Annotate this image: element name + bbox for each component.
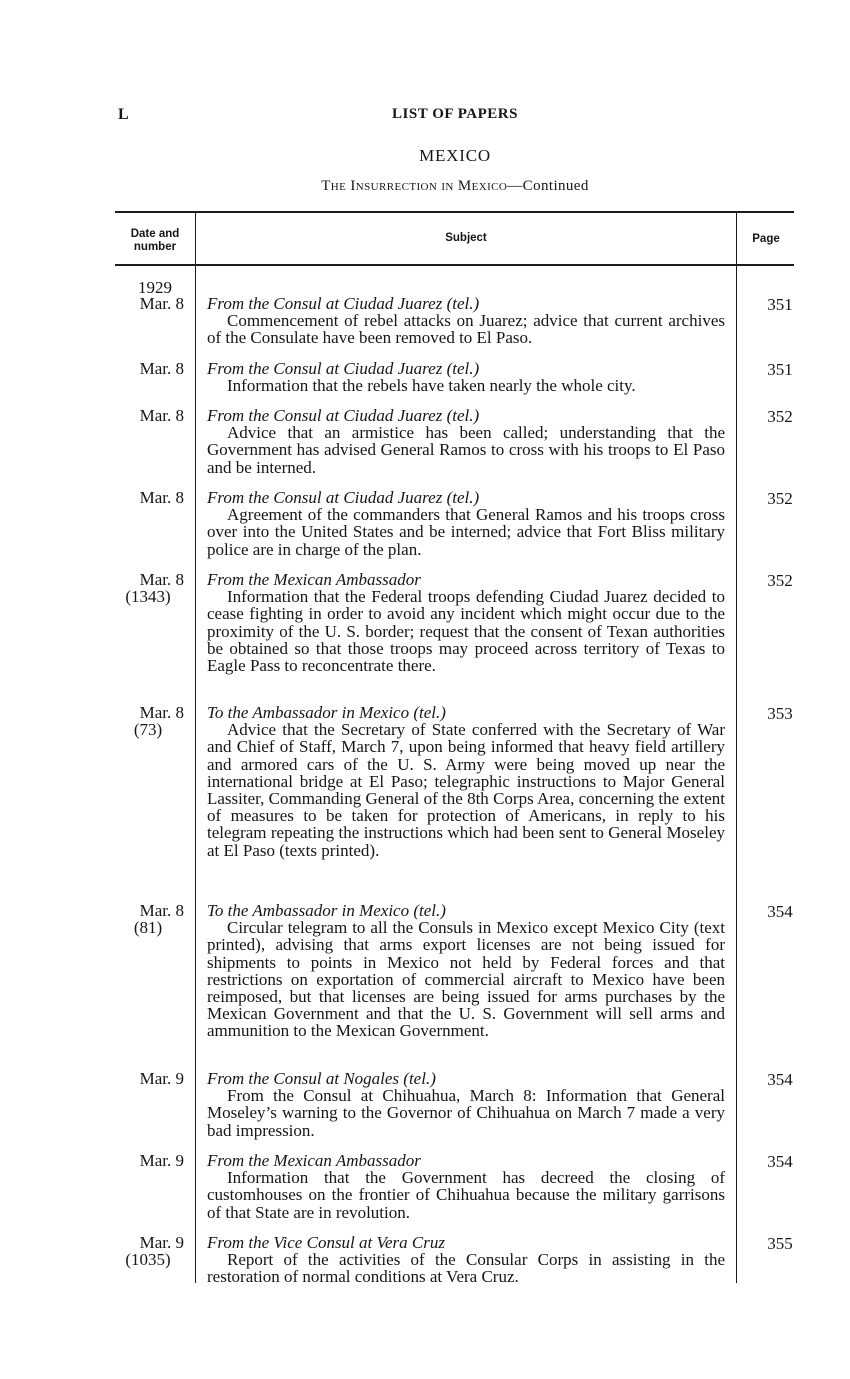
- entry-page-number: 354: [767, 1152, 793, 1171]
- column-header-page: [738, 233, 794, 246]
- entry-subject: [207, 489, 725, 558]
- entry-source: From the Mexican Ambassador: [207, 1151, 421, 1170]
- entry-page-number: 352: [767, 489, 793, 508]
- running-title: LIST OF PAPERS: [392, 106, 518, 122]
- entry-source: From the Mexican Ambassador: [207, 570, 421, 589]
- entry-source: To the Ambassador in Mexico (tel.): [207, 901, 446, 920]
- table-top-rule: [115, 211, 794, 213]
- entry-page-number: 354: [767, 1070, 793, 1089]
- column-header-subject-label: Subject: [445, 232, 487, 244]
- entry-description: Circular telegram to all the Consuls in Mexico except Mexico City (text printed), advising that arms export licenses are not being issued for shipments to points in Mexico not held by Federal forces and that restrictions on exportation of commercial aircraft to Mexico have been reimposed, but that licenses are being issued for arms purchases by the Mexican Government and that the U. S. Government will sell arms and ammunition to the Mexican Government.: [207, 918, 725, 1041]
- entry-source: From the Consul at Ciudad Juarez (tel.): [207, 359, 480, 378]
- entry-subject: [207, 407, 725, 476]
- entry-date: [100, 360, 184, 377]
- year-label: 1929: [138, 278, 172, 297]
- entry-date-text: Mar. 9: [139, 1151, 184, 1170]
- entry-date-text: Mar. 8: [139, 570, 184, 589]
- column-header-date: [117, 228, 193, 254]
- page-letter: L: [118, 106, 129, 123]
- entry-number: (73): [133, 720, 163, 739]
- entry-date: [100, 1070, 184, 1087]
- entry-description: Report of the activities of the Consular Corps in assisting in the restoration of normal conditions at Vera Cruz.: [207, 1250, 725, 1287]
- entry-subject: [207, 571, 725, 674]
- entry-source: From the Consul at Ciudad Juarez (tel.): [207, 294, 480, 313]
- entry-date: [100, 571, 184, 605]
- entry-date-text: Mar. 9: [139, 1069, 184, 1088]
- entry-date-text: Mar. 8: [139, 359, 184, 378]
- entry-page-number: 355: [767, 1234, 793, 1253]
- entry-date-text: Mar. 8: [139, 703, 184, 722]
- entry-page-number: 353: [767, 704, 793, 723]
- section-heading: [0, 178, 850, 195]
- entry-page-number: 351: [767, 295, 793, 314]
- entry-number: (81): [133, 918, 163, 937]
- entry-date: [100, 407, 184, 424]
- entry-page-number: 352: [767, 407, 793, 426]
- entry-description: Advice that the Secretary of State conferred with the Secretary of War and Chief of Staff, March 7, upon being informed that heavy field artillery and armored cars of the U. S. Army were being moved up near the international bridge at El Paso; telegraphic instructions to Major General Lassiter, Commanding General of the 8th Corps Area, concerning the extent of measures to be taken for protection of Americans, in reply to his telegram repeating the instructions which had been sent to General Moseley at El Paso (texts printed).: [207, 720, 725, 860]
- header-bottom-rule: [115, 264, 794, 266]
- page-column-divider: [736, 213, 737, 1283]
- entry-description: Information that the rebels have taken nearly the whole city.: [227, 376, 636, 396]
- section-continued: —Continued: [507, 178, 589, 194]
- entry-description: Information that the Federal troops defending Ciudad Juarez decided to cease fighting in order to avoid any incident which might occur due to the proximity of the U. S. border; request that the consent of Texan authorities be obtained so that those troops may proceed across territory of Texas to Eagle Pass to reconcentrate there.: [207, 587, 725, 676]
- entry-subject: [207, 360, 725, 394]
- entry-date: [100, 1152, 184, 1169]
- entry-page-number: 352: [767, 571, 793, 590]
- entry-source: To the Ambassador in Mexico (tel.): [207, 703, 446, 722]
- entry-description: Information that the Government has decreed the closing of customhouses on the frontier of Chihuahua because the military garrisons of that State are in revolution.: [207, 1168, 725, 1222]
- column-header-page-label: Page: [752, 233, 780, 245]
- entry-date-text: Mar. 8: [139, 294, 184, 313]
- entry-date-text: Mar. 8: [139, 901, 184, 920]
- entry-number: (1035): [125, 1250, 171, 1269]
- entry-subject: [207, 902, 725, 1040]
- entry-subject: [207, 1234, 725, 1286]
- entry-source: From the Consul at Ciudad Juarez (tel.): [207, 488, 480, 507]
- entry-date-text: Mar. 9: [139, 1233, 184, 1252]
- entry-source: From the Consul at Ciudad Juarez (tel.): [207, 406, 480, 425]
- entry-date-text: Mar. 8: [139, 406, 184, 425]
- entry-date-text: Mar. 8: [139, 488, 184, 507]
- entry-source: From the Vice Consul at Vera Cruz: [207, 1233, 445, 1252]
- entry-description: Commencement of rebel attacks on Juarez; advice that current archives of the Consulate have been removed to El Paso.: [207, 311, 725, 348]
- entry-subject: [207, 1070, 725, 1139]
- column-header-subject: [198, 232, 734, 245]
- entry-page-number: 351: [767, 360, 793, 379]
- entry-subject: [207, 704, 725, 859]
- entry-source: From the Consul at Nogales (tel.): [207, 1069, 436, 1088]
- column-header-date-label: Date and number: [130, 228, 180, 253]
- entry-date: [100, 489, 184, 506]
- section-title: The Insurrection in Mexico: [321, 178, 508, 194]
- entry-date: [100, 1234, 184, 1268]
- entry-page-number: 354: [767, 902, 793, 921]
- entry-date: [100, 902, 184, 936]
- entry-number: (1343): [125, 587, 171, 606]
- entry-description: From the Consul at Chihuahua, March 8: Information that General Moseley’s warning to the Governor of Chihuahua on March 7 made a very bad impression.: [207, 1086, 725, 1140]
- entry-subject: [207, 295, 725, 347]
- entry-subject: [207, 1152, 725, 1221]
- country-heading: MEXICO: [419, 146, 491, 165]
- entry-description: Advice that an armistice has been called; understanding that the Government has advised General Ramos to cross with his troops to El Paso and be interned.: [207, 423, 725, 477]
- entry-date: [100, 704, 184, 738]
- entry-date: [100, 295, 184, 312]
- date-column-divider: [195, 213, 196, 1283]
- entry-description: Agreement of the commanders that General Ramos and his troops cross over into the United States and be interned; advice that Fort Bliss military police are in charge of the plan.: [207, 505, 725, 559]
